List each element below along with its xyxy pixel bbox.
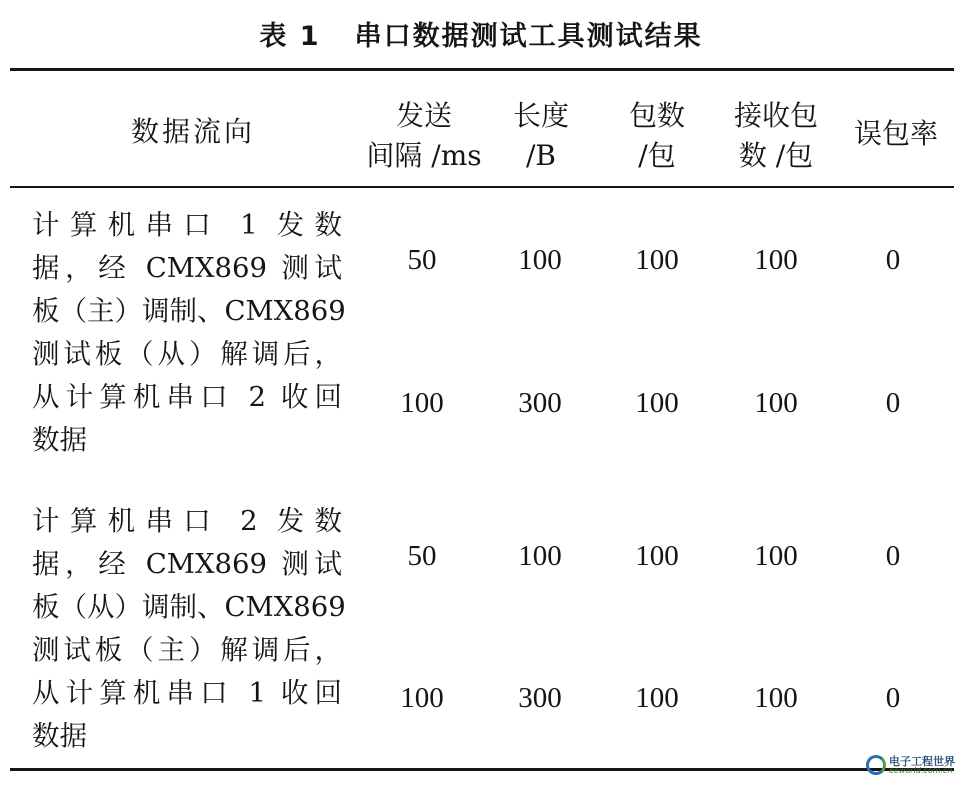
cell-error-rate: 0 — [885, 540, 901, 572]
header-error-rate-line: 误包率 — [853, 117, 938, 150]
header-interval — [354, 96, 494, 176]
cell-interval: 50 — [407, 244, 437, 276]
flow-1-line: 从计算机串口 2 收回 — [32, 381, 342, 413]
table-caption: 串口数据测试工具测试结果 — [354, 21, 703, 52]
cell-received: 100 — [754, 540, 798, 572]
cell-length: 300 — [518, 387, 562, 419]
flow-1-line: 板（主）调制、CMX869 — [32, 295, 346, 327]
flow-1-line: 数据 — [32, 424, 87, 456]
cell-received: 100 — [754, 682, 798, 714]
cell-error-rate: 0 — [885, 244, 901, 276]
flow-1-line: 测试板（从）解调后， — [32, 338, 342, 370]
flow-2-line: 从计算机串口 1 收回 — [32, 677, 342, 709]
header-received-line-1: 接收包 — [733, 99, 818, 132]
cell-error-rate: 0 — [885, 682, 901, 714]
header-packets — [612, 96, 702, 176]
bottom-rule — [10, 768, 954, 771]
flow-1-line: 据，经 CMX869 测试 — [32, 252, 342, 284]
cell-length: 100 — [518, 244, 562, 276]
cell-received: 100 — [754, 387, 798, 419]
cell-interval: 100 — [400, 387, 444, 419]
header-error-rate — [842, 114, 950, 154]
flow-description-1 — [32, 204, 346, 462]
top-rule — [10, 68, 954, 71]
flow-2-line: 据，经 CMX869 测试 — [32, 548, 342, 580]
cell-length: 300 — [518, 682, 562, 714]
header-interval-line-2: 间隔 /ms — [366, 139, 482, 172]
header-length-line-1: 长度 — [512, 99, 569, 132]
header-packets-line-1: 包数 — [628, 99, 685, 132]
cell-length: 100 — [518, 540, 562, 572]
header-flow — [118, 112, 268, 152]
cell-interval: 100 — [400, 682, 444, 714]
cell-received: 100 — [754, 244, 798, 276]
header-flow-line: 数据流向 — [130, 115, 255, 148]
header-length-line-2: /B — [525, 139, 556, 172]
flow-2-line: 数据 — [32, 720, 87, 752]
flow-description-2 — [32, 500, 346, 758]
cell-packets: 100 — [635, 387, 679, 419]
table-title — [0, 14, 962, 53]
flow-2-line: 板（从）调制、CMX869 — [32, 591, 346, 623]
cell-error-rate: 0 — [885, 387, 901, 419]
header-received — [716, 96, 836, 176]
cell-interval: 50 — [407, 540, 437, 572]
eeworld-logo-icon — [866, 755, 886, 775]
watermark-cn: 电子工程世界 — [889, 754, 955, 768]
site-watermark — [866, 750, 958, 780]
table-number: 表 1 — [259, 21, 321, 52]
header-received-line-2: 数 /包 — [738, 139, 814, 172]
cell-packets: 100 — [635, 244, 679, 276]
cell-packets: 100 — [635, 540, 679, 572]
cell-packets: 100 — [635, 682, 679, 714]
header-rule — [10, 186, 954, 188]
header-packets-line-2: /包 — [638, 139, 676, 172]
flow-1-line: 计算机串口 1 发数 — [32, 209, 342, 241]
header-interval-line-1: 发送 — [395, 99, 452, 132]
watermark-en: eeworld.com.cn — [889, 765, 953, 775]
header-length — [498, 96, 584, 176]
flow-2-line: 计算机串口 2 发数 — [32, 505, 342, 537]
flow-2-line: 测试板（主）解调后， — [32, 634, 342, 666]
